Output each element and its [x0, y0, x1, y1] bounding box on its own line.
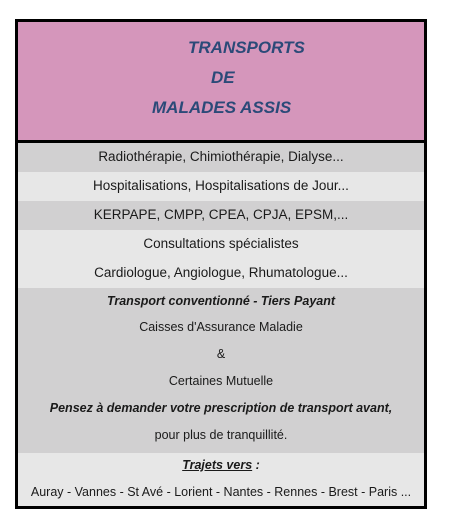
trajets-heading: [18, 458, 424, 472]
header-banner: [18, 22, 424, 143]
conventionne-notice-2: pour plus de tranquillité.: [154, 428, 288, 442]
header-line-2: DE: [211, 68, 235, 87]
conventionne-line-3: Certaines Mutuelle: [168, 374, 274, 388]
conventionne-line-2: &: [216, 347, 226, 361]
row-radiotherapie: Radiothérapie, Chimiothérapie, Dialyse...: [18, 143, 424, 172]
header-line-1: TRANSPORTS: [188, 38, 305, 57]
trajets-title: Trajets vers: [182, 458, 253, 472]
trajets-list: Auray - Vannes - St Avé - Lorient - Nantes - Rennes - Brest - Paris ...: [30, 485, 412, 499]
conventionne-title: Transport conventionné - Tiers Payant: [106, 294, 336, 308]
row-kerpape: KERPAPE, CMPP, CPEA, CPJA, EPSM,...: [18, 201, 424, 230]
trajets-block: [18, 453, 424, 506]
conventionne-block: [18, 288, 424, 453]
row-consultations: Consultations spécialistes Cardiologue, Angiologue, Rhumatologue...: [18, 230, 424, 288]
conventionne-notice: Pensez à demander votre prescription de transport avant,: [49, 401, 393, 415]
header-line-3: MALADES ASSIS: [152, 98, 292, 117]
row-hospitalisations: Hospitalisations, Hospitalisations de Jour...: [18, 172, 424, 201]
conventionne-line-1: Caisses d'Assurance Maladie: [139, 320, 303, 334]
trajets-colon: :: [252, 458, 260, 472]
flyer-frame: [15, 19, 427, 509]
